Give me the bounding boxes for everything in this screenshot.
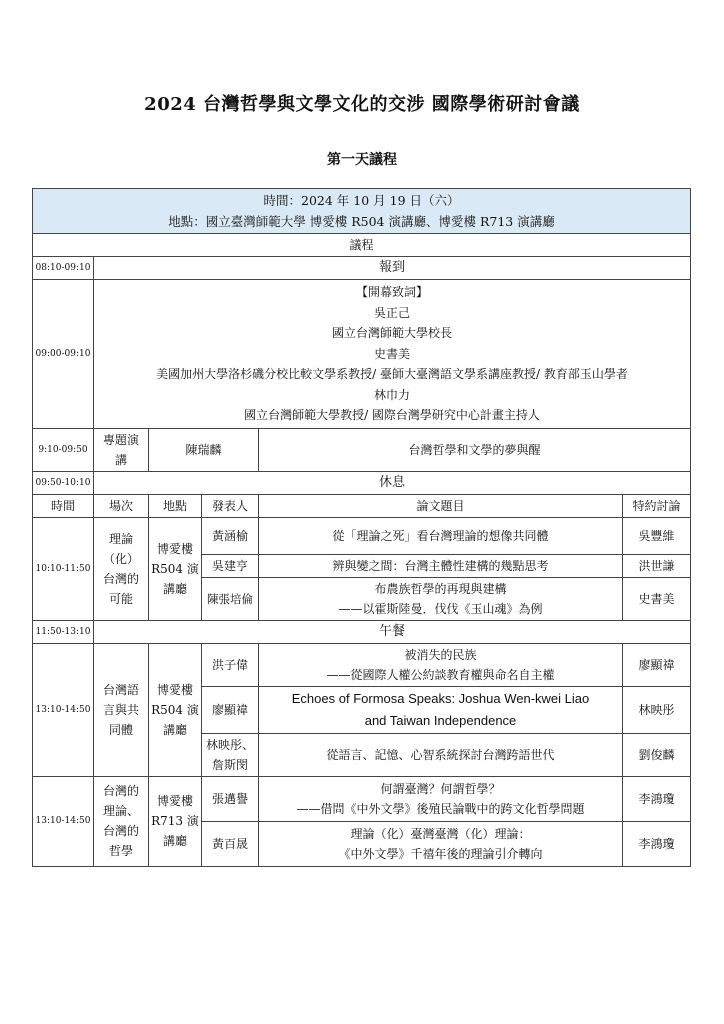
presenter <box>202 733 259 776</box>
session3-time: 13:10-14:50 <box>33 776 94 866</box>
keynote-time: 9:10-09:50 <box>33 428 94 471</box>
session2-venue-line: 博愛樓 <box>156 682 193 697</box>
session3-title-line: 哲學 <box>108 844 133 858</box>
paper-title: 從「理論之死」看台灣理論的想像共同體 <box>259 517 623 554</box>
event-time: 時間：2024 年 10 月 19 日（六） <box>263 193 460 208</box>
col-time: 時間 <box>33 494 94 517</box>
opening-time: 09:00-09:10 <box>33 280 94 429</box>
paper-title-line1: 何謂臺灣？何謂哲學？ <box>380 781 501 796</box>
paper-title-line2: ——借問《中外文學》後殖民論戰中的跨文化哲學問題 <box>296 801 585 816</box>
session2-title <box>94 643 149 776</box>
opening-speaker-2: 史書美 <box>374 346 411 361</box>
opening-speaker-1: 吳正己 <box>374 305 411 320</box>
col-venue: 地點 <box>149 494 202 517</box>
paper-title <box>259 643 623 686</box>
session3-venue-line: R713 演 <box>151 814 199 828</box>
paper-title-line2: and Taiwan Independence <box>364 712 517 728</box>
paper-title-line1: 被消失的民族 <box>404 647 477 662</box>
session2-title-line: 同體 <box>108 722 133 737</box>
session1-venue-line: R504 演 <box>151 561 199 576</box>
session1-row-1 <box>33 517 691 554</box>
keynote-speaker: 陳瑞麟 <box>149 428 259 471</box>
discussant: 洪世謙 <box>623 554 691 577</box>
paper-title: 從語言、記憶、心智系統探討台灣跨語世代 <box>259 733 623 776</box>
discussant: 林映彤 <box>623 686 691 733</box>
paper-title <box>259 577 623 620</box>
discussant: 吳豐維 <box>623 517 691 554</box>
keynote-type-line1: 專題演 <box>102 432 139 447</box>
paper-title-line2: ——從國際人權公約談教育權與命名自主權 <box>326 667 555 682</box>
opening-speaker-1-title: 國立台灣師範大學校長 <box>332 326 453 340</box>
session3-row-1 <box>33 776 691 821</box>
session2-time: 13:10-14:50 <box>33 643 94 776</box>
header-row <box>33 189 691 234</box>
event-info-cell <box>33 189 691 234</box>
presenter: 洪子偉 <box>202 643 259 686</box>
paper-title-line2: 《中外文學》千禧年後的理論引介轉向 <box>338 846 543 861</box>
session1-title <box>94 517 149 620</box>
presenter-line1: 林映彤、 <box>205 737 254 752</box>
session1-title-line: 可能 <box>108 591 133 606</box>
lunch-time: 11:50-13:10 <box>33 620 94 643</box>
paper-title <box>259 821 623 866</box>
break-label: 休息 <box>94 471 691 494</box>
agenda-table <box>32 188 691 867</box>
paper-title-line1: Echoes of Formosa Speaks: Joshua Wen-kwei Liao <box>291 690 590 706</box>
discussant: 李鴻瓊 <box>623 776 691 821</box>
presenter: 黃涵榆 <box>202 517 259 554</box>
discussant: 史書美 <box>623 577 691 620</box>
opening-speaker-3: 林巾力 <box>374 387 411 402</box>
column-header-row <box>33 494 691 517</box>
document-title: 2024 台灣哲學與文學文化的交涉 國際學術研討會議 <box>144 94 580 115</box>
presenter: 陳張培倫 <box>202 577 259 620</box>
session1-venue-line: 博愛樓 <box>156 541 193 556</box>
col-paper: 論文題目 <box>259 494 623 517</box>
discussant: 李鴻瓊 <box>623 821 691 866</box>
paper-title-line1: 理論（化）臺灣臺灣（化）理論： <box>350 826 531 841</box>
session3-venue-line: 講廳 <box>162 834 187 848</box>
session3-venue <box>149 776 202 866</box>
opening-heading: 【開幕致詞】 <box>356 285 429 299</box>
keynote-topic: 台灣哲學和文學的夢與醒 <box>259 428 691 471</box>
paper-title: 辨與變之間：台灣主體性建構的幾點思考 <box>259 554 623 577</box>
opening-content <box>94 280 691 429</box>
agenda-label: 議程 <box>33 234 691 257</box>
opening-speaker-3-title: 國立台灣師範大學教授/ 國際台灣學研究中心計畫主持人 <box>244 408 540 422</box>
discussant: 廖顯禕 <box>623 643 691 686</box>
session1-title-line: （化） <box>102 551 139 566</box>
session1-venue-line: 講廳 <box>162 581 187 596</box>
presenter: 廖顯禕 <box>202 686 259 733</box>
keynote-type-line2: 講 <box>114 452 127 467</box>
col-discussant: 特約討論 <box>623 494 691 517</box>
agenda-label-row <box>33 234 691 257</box>
discussant: 劉俊麟 <box>623 733 691 776</box>
opening-speaker-2-title: 美國加州大學洛杉磯分校比較文學系教授/ 臺師大臺灣語文學系講座教授/ 教育部玉山學者 <box>156 367 628 381</box>
paper-title-line2: ——以霍斯陸曼．伐伐《玉山魂》為例 <box>338 601 543 616</box>
session3-title-line: 理論、 <box>102 804 139 818</box>
col-session: 場次 <box>94 494 149 517</box>
paper-title-line1: 布農族哲學的再現與建構 <box>374 581 507 596</box>
session1-title-line: 台灣的 <box>102 571 139 586</box>
session2-venue-line: 講廳 <box>162 722 187 737</box>
session3-title-line: 台灣的 <box>102 824 139 838</box>
presenter: 黃百晟 <box>202 821 259 866</box>
break-time: 09:50-10:10 <box>33 471 94 494</box>
keynote-type <box>94 428 149 471</box>
registration-label: 報到 <box>94 257 691 280</box>
session3-venue-line: 博愛樓 <box>156 794 193 808</box>
session2-venue <box>149 643 202 776</box>
col-presenter: 發表人 <box>202 494 259 517</box>
presenter: 張邁譽 <box>202 776 259 821</box>
registration-time: 08:10-09:10 <box>33 257 94 280</box>
presenter: 吳建亨 <box>202 554 259 577</box>
document-subtitle: 第一天議程 <box>327 152 397 168</box>
session2-title-line: 言與共 <box>102 702 139 717</box>
session2-row-1 <box>33 643 691 686</box>
session3-title <box>94 776 149 866</box>
paper-title <box>259 776 623 821</box>
opening-row <box>33 280 691 429</box>
lunch-label: 午餐 <box>94 620 691 643</box>
lunch-row <box>33 620 691 643</box>
paper-title <box>259 686 623 733</box>
session2-venue-line: R504 演 <box>151 702 199 717</box>
keynote-row <box>33 428 691 471</box>
registration-row <box>33 257 691 280</box>
session1-time: 10:10-11:50 <box>33 517 94 620</box>
session1-title-line: 理論 <box>108 531 133 546</box>
session1-venue <box>149 517 202 620</box>
presenter-line2: 詹斯閔 <box>211 757 248 772</box>
break-row <box>33 471 691 494</box>
session2-title-line: 台灣語 <box>102 682 139 697</box>
session3-title-line: 台灣的 <box>102 784 139 798</box>
event-place: 地點：國立臺灣師範大學 博愛樓 R504 演講廳、博愛樓 R713 演講廳 <box>168 214 555 229</box>
